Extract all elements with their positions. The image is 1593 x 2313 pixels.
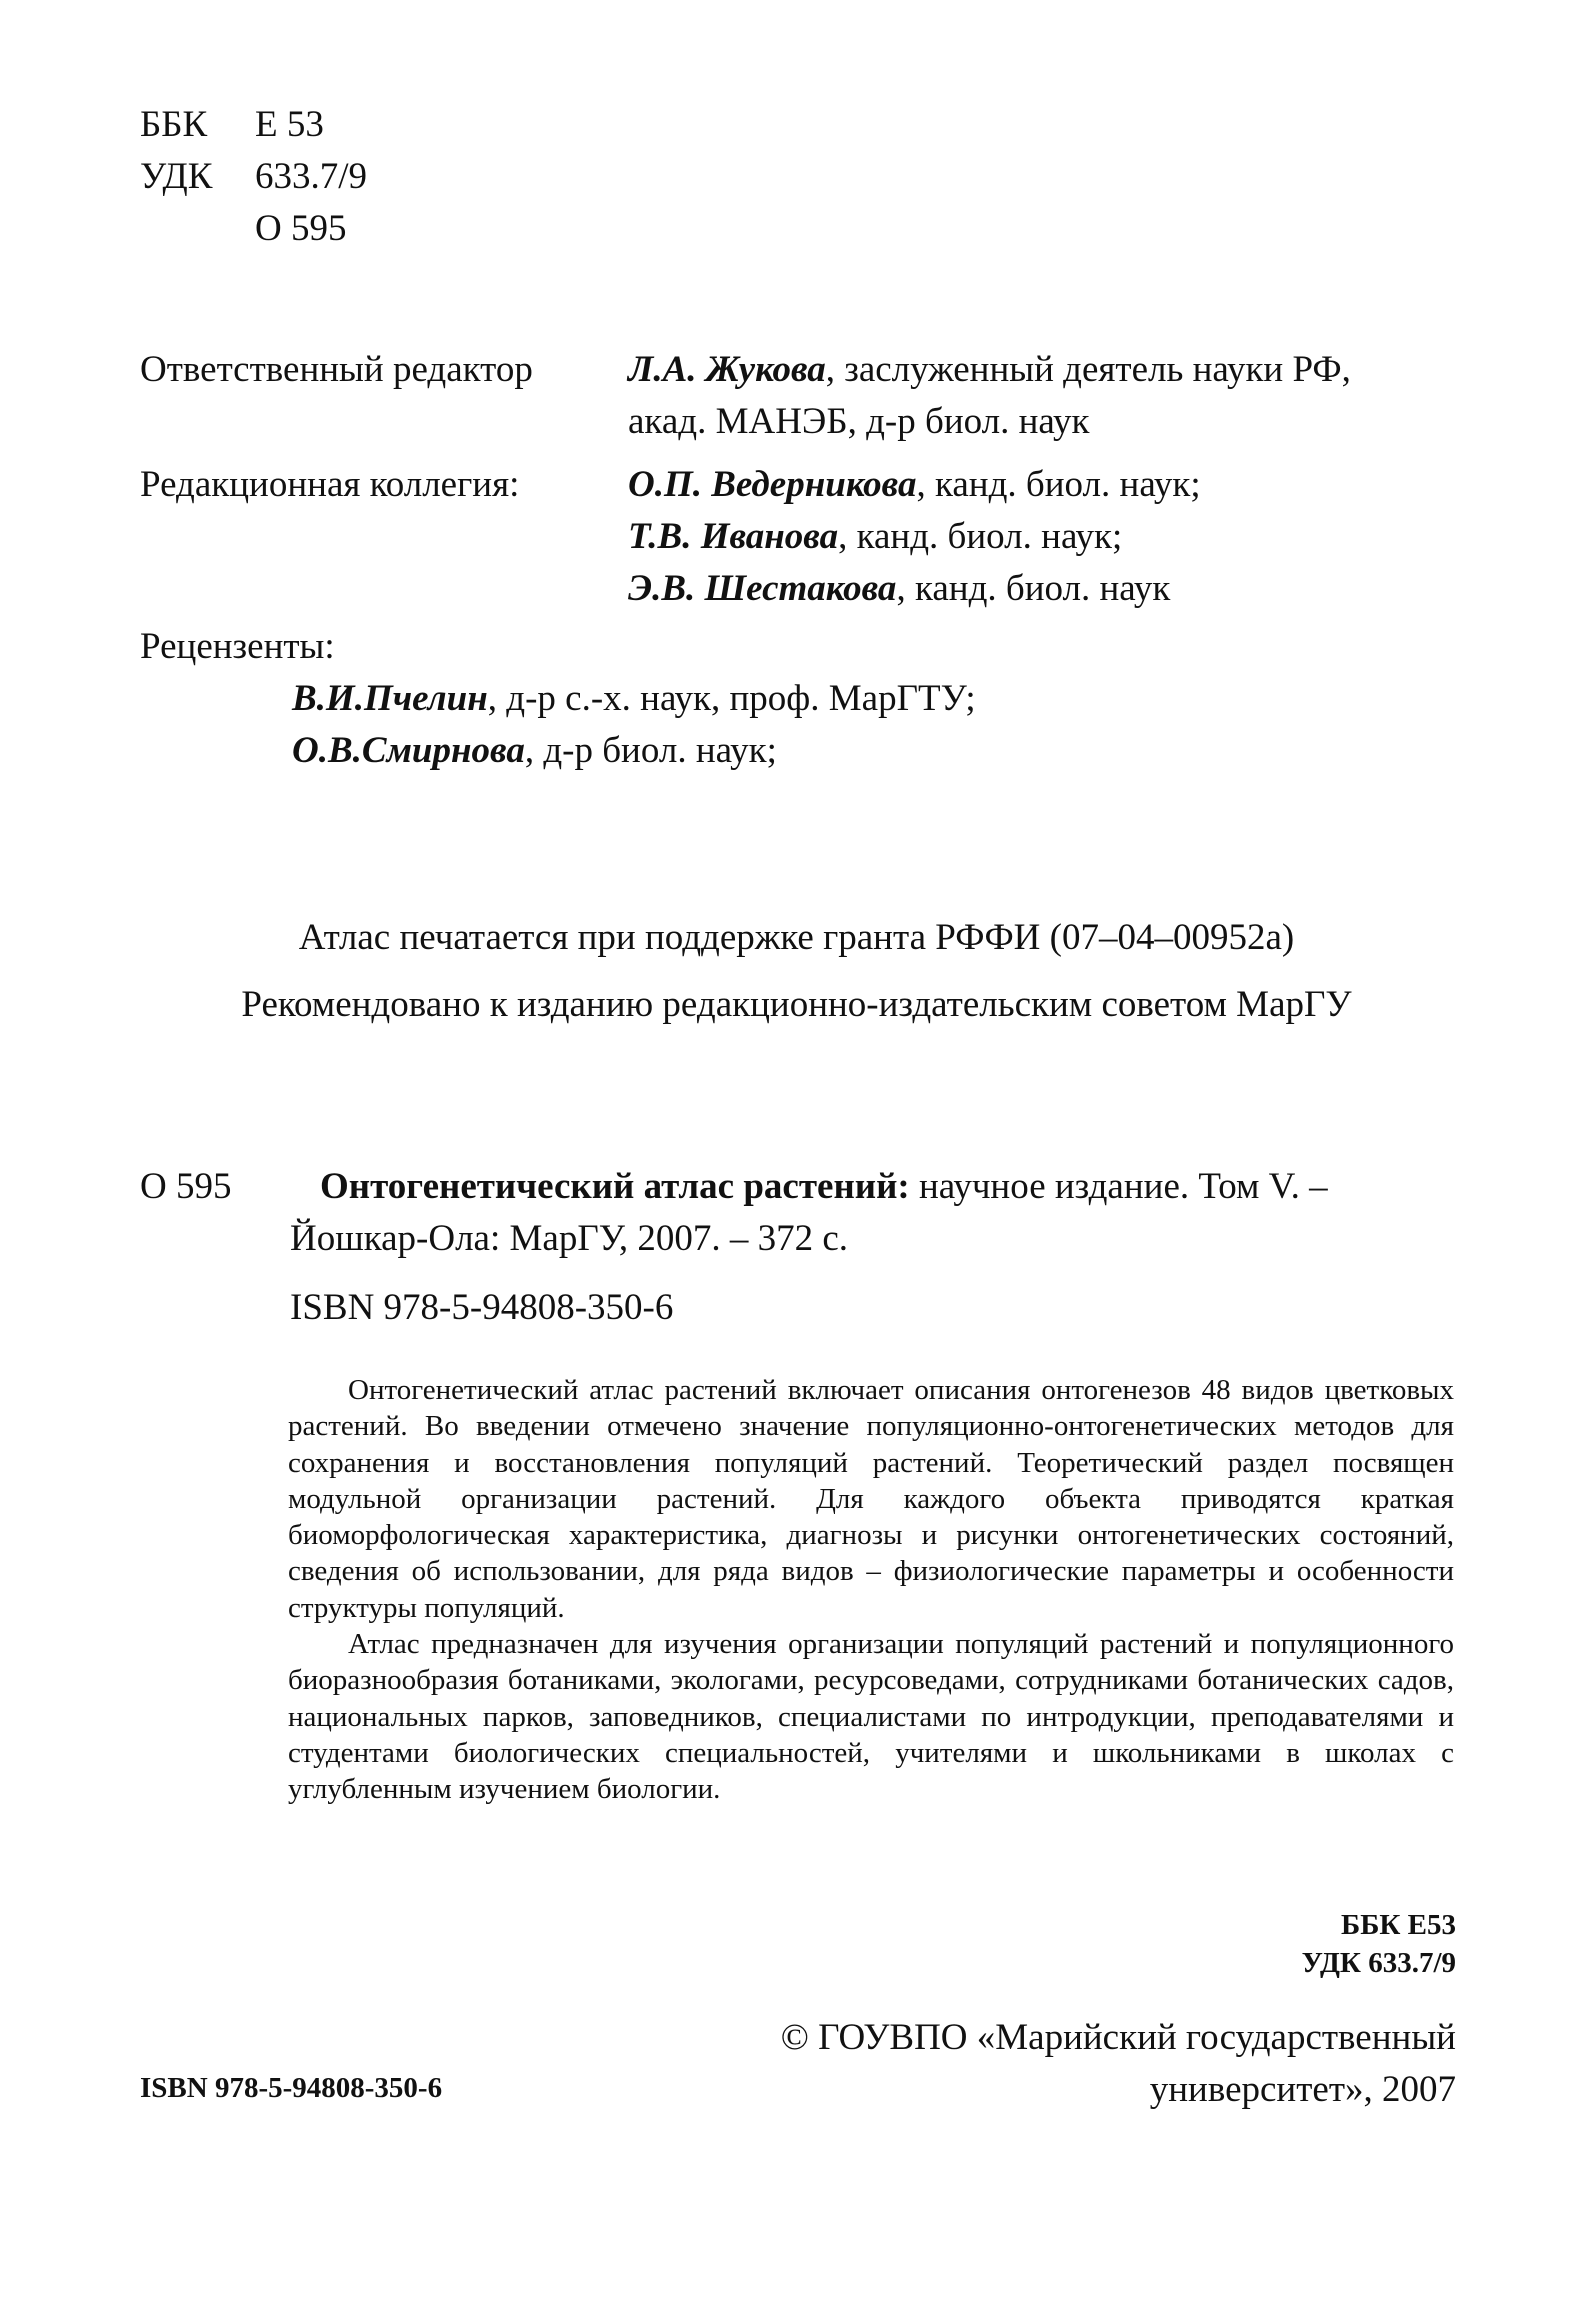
reviewer-name: О.В.Смирнова (292, 730, 525, 771)
bib-title: Онтогенетический атлас растений: (320, 1166, 910, 1207)
annotation (288, 1372, 1454, 1808)
copyright-line2: университет», 2007 (1149, 2069, 1456, 2110)
bbk-value: Е 53 (255, 104, 324, 145)
reviewer-desc: , д-р с.-х. наук, проф. МарГТУ; (487, 678, 976, 719)
bib-imprint: Йошкар-Ола: МарГУ, 2007. – 372 с. (290, 1218, 849, 1259)
bib-code: О 595 (140, 1166, 232, 1207)
udk-label: УДК (140, 156, 213, 197)
reviewer (292, 674, 976, 724)
board-member-desc: , канд. биол. наук; (838, 516, 1123, 557)
board-member-name: Т.В. Иванова (628, 516, 839, 557)
footer-bbk: ББК Е53 (1341, 1909, 1456, 1941)
board-member-name: Э.В. Шестакова (628, 568, 897, 609)
chief-editor-desc: , заслуженный деятель науки РФ, (825, 349, 1351, 390)
chief-editor-label: Ответственный редактор (140, 349, 533, 390)
chief-editor (628, 345, 1351, 395)
footer-udk: УДК 633.7/9 (1301, 1947, 1456, 1979)
bbk-label: ББК (140, 104, 208, 145)
board-member (628, 512, 1122, 562)
footer-isbn: ISBN 978-5-94808-350-6 (140, 2072, 443, 2104)
reviewer-name: В.И.Пчелин (292, 678, 488, 719)
bib-title-rest: научное издание. Том V. – (909, 1166, 1328, 1207)
reviewer (292, 726, 777, 776)
reviewers-label: Рецензенты: (140, 626, 335, 667)
board-member-desc: , канд. биол. наук; (916, 464, 1201, 505)
bib-title-line (320, 1162, 1328, 1212)
annotation-paragraph: Атлас предназначен для изучения организации популяций растений и популяционного биоразнообразия ботаниками, экологами, ресурсоведами, сотрудниками ботанических садов, национальных парков, заповедников, специалистами по интродукции, преподавателями и студентами биологических специальностей, учителями и школьниками в школах с углубленным изучением биологии. (288, 1628, 1454, 1806)
reviewer-desc: , д-р биол. наук; (524, 730, 777, 771)
udk-value: 633.7/9 (255, 156, 368, 197)
chief-editor-desc-line2: акад. МАНЭБ, д-р биол. наук (628, 401, 1090, 442)
board-member-name: О.П. Ведерникова (628, 464, 917, 505)
recommendation-note: Рекомендовано к изданию редакционно-издательским советом МарГУ (241, 984, 1352, 1025)
grant-note: Атлас печатается при поддержке гранта РФФИ (07–04–00952а) (298, 917, 1295, 958)
board-member-desc: , канд. биол. наук (896, 568, 1171, 609)
board-label: Редакционная коллегия: (140, 464, 520, 505)
author-mark: О 595 (255, 208, 347, 249)
board-member (628, 460, 1201, 510)
board-member (628, 564, 1170, 614)
annotation-paragraph: Онтогенетический атлас растений включает описания онтогенезов 48 видов цветковых растений. Во введении отмечено значение популяционно-онтогенетических методов для сохранения и восстановления популяций растений. Теоретический раздел посвящен модульной организации растений. Для каждого объекта приводятся краткая биоморфологическая характеристика, диагнозы и рисунки онтогенетических состояний, сведения об использовании, для ряда видов – физиологические параметры и особенности структуры популяций. (288, 1374, 1454, 1624)
bib-isbn: ISBN 978-5-94808-350-6 (290, 1287, 674, 1328)
copyright-line1: © ГОУВПО «Марийский государственный (780, 2017, 1456, 2058)
chief-editor-name: Л.А. Жукова (628, 349, 826, 390)
